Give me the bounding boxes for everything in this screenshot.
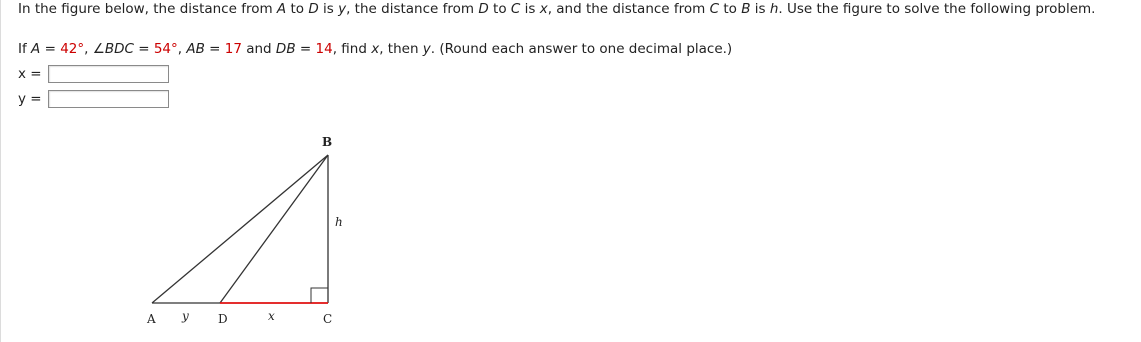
- angle-a-value: 42°: [60, 41, 85, 57]
- y-answer-label: y =: [18, 91, 42, 107]
- label-h: h: [335, 215, 343, 229]
- label-a: A: [147, 312, 156, 326]
- segment-ab: [152, 155, 328, 303]
- angle-bdc-value: 54°: [153, 41, 178, 57]
- problem-statement: If A = 42°, ∠BDC = 54°, AB = 17 and DB = 14, find x, then y. (Round each answer to one decimal place.): [18, 41, 733, 57]
- segment-db: [220, 155, 328, 303]
- label-b: B: [322, 135, 333, 149]
- db-value: 14: [315, 41, 333, 57]
- ab-value: 17: [224, 41, 242, 57]
- label-d: D: [218, 312, 228, 326]
- right-angle-marker: [311, 288, 328, 303]
- label-c: C: [323, 312, 333, 326]
- label-x: x: [268, 309, 275, 323]
- problem-intro: In the figure below, the distance from A to D is y, the distance from D to C is x, and the distance from C to B is h. Use the figure to solve the following problem.: [18, 1, 1096, 17]
- label-y: y: [182, 309, 189, 323]
- x-answer-label: x =: [18, 66, 42, 82]
